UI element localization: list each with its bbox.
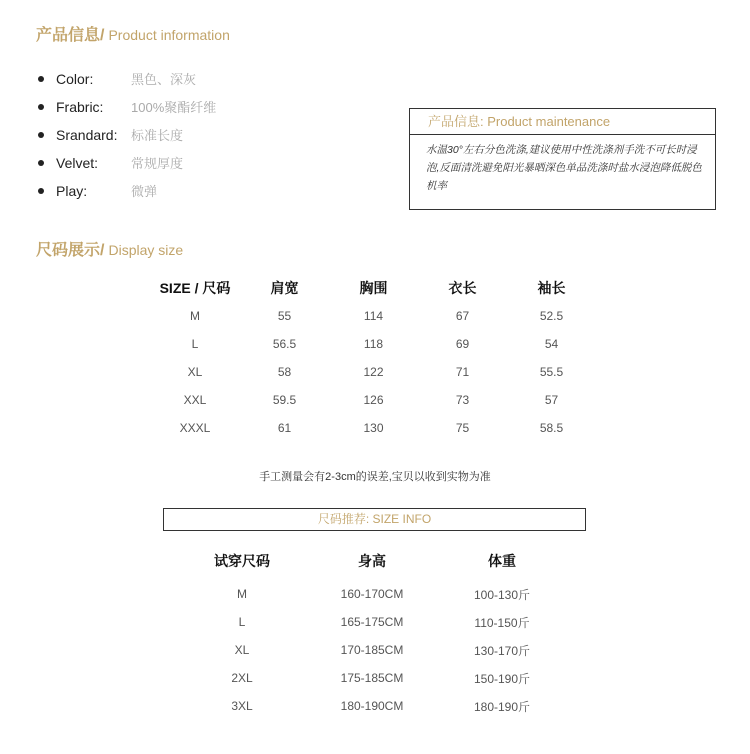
table-cell: 160-170CM (340, 587, 404, 601)
table-cell: XXL (183, 393, 207, 407)
table-cell: M (190, 309, 200, 323)
table-row (150, 414, 596, 442)
table-cell: 170-185CM (340, 643, 404, 657)
column-header: 袖长 (537, 280, 566, 296)
spec-label: Play: (56, 183, 88, 199)
spec-item-velvet (36, 152, 216, 180)
spec-label: Velvet: (56, 155, 99, 171)
title-slash: / (100, 27, 105, 44)
table-cell: XL (187, 365, 203, 379)
spec-value: 黑色、深灰 (131, 72, 197, 87)
table-cell: 58 (277, 365, 292, 379)
maintenance-text: 水温30°左右分色洗涤,建议使用中性洗涤剂手洗不可长时浸泡,反面清洗避免阳光暴晒深色单品洗涤时盐水浸泡降低脱色机率 (426, 144, 702, 192)
table-cell: 100-130斤 (473, 587, 531, 602)
table-cell: 58.5 (539, 421, 564, 435)
bullet-dot (38, 104, 44, 110)
table-row (177, 580, 567, 608)
table-cell: 55 (277, 309, 292, 323)
table-row (150, 386, 596, 414)
product-info-title-en: Product information (108, 27, 230, 43)
bullet-dot (38, 76, 44, 82)
table-header-row (150, 274, 596, 302)
bullet-dot (38, 132, 44, 138)
display-size-heading (36, 237, 183, 260)
spec-value: 微弹 (131, 184, 158, 199)
table-row (177, 608, 567, 636)
table-cell: 180-190斤 (473, 699, 531, 714)
table-cell: 71 (455, 365, 470, 379)
table-cell: 175-185CM (340, 671, 404, 685)
column-header: 衣长 (448, 280, 477, 296)
size-recommendation-table (177, 546, 567, 720)
column-header: 肩宽 (270, 280, 299, 296)
table-row (150, 302, 596, 330)
table-header-row (177, 546, 567, 576)
bullet-dot (38, 188, 44, 194)
table-cell: 114 (363, 309, 384, 323)
table-cell: 122 (363, 365, 384, 379)
table-cell: 57 (544, 393, 559, 407)
spec-list (36, 68, 216, 208)
spec-label: Color: (56, 71, 94, 87)
table-cell: 67 (455, 309, 470, 323)
maintenance-title: 产品信息: Product maintenance (410, 109, 715, 135)
spec-label: Srandard: (56, 127, 118, 143)
table-cell: XL (234, 643, 250, 657)
table-cell: 54 (544, 337, 559, 351)
table-row (177, 692, 567, 720)
table-cell: 61 (277, 421, 292, 435)
column-header: SIZE / 尺码 (159, 280, 231, 296)
table-cell: 165-175CM (340, 615, 404, 629)
display-size-title-en: Display size (108, 242, 184, 258)
table-cell: 130 (363, 421, 384, 435)
column-header: 身高 (358, 553, 386, 569)
table-cell: L (238, 615, 246, 629)
table-cell: 55.5 (539, 365, 564, 379)
table-cell: 56.5 (272, 337, 297, 351)
spec-item-fabric (36, 96, 216, 124)
spec-item-standard (36, 124, 216, 152)
column-header: 胸围 (359, 280, 388, 296)
table-row (177, 664, 567, 692)
spec-label: Frabric: (56, 99, 104, 115)
column-header: 体重 (488, 553, 516, 569)
maintenance-box (409, 108, 716, 210)
table-cell: 110-150斤 (474, 615, 530, 630)
table-cell: 180-190CM (340, 699, 404, 713)
table-cell: 126 (363, 393, 384, 407)
table-row (150, 358, 596, 386)
table-cell: 75 (455, 421, 470, 435)
title-slash: / (100, 242, 105, 259)
size-table (150, 274, 596, 442)
table-cell: 59.5 (272, 393, 297, 407)
spec-value: 常规厚度 (131, 156, 184, 171)
product-info-heading (36, 22, 230, 45)
spec-value: 100%聚酯纤维 (131, 100, 217, 115)
size-info-banner: 尺码推荐: SIZE INFO (163, 508, 586, 531)
spec-item-color (36, 68, 216, 96)
table-cell: 2XL (231, 671, 253, 685)
table-cell: XXXL (179, 421, 211, 435)
table-cell: 52.5 (539, 309, 564, 323)
table-cell: 69 (455, 337, 470, 351)
table-row (177, 636, 567, 664)
measurement-note: 手工测量会有2-3cm的误差,宝贝以收到实物为准 (259, 471, 491, 483)
spec-item-play (36, 180, 216, 208)
table-cell: M (237, 587, 247, 601)
product-info-title-cn: 产品信息 (36, 27, 101, 44)
spec-value: 标准长度 (131, 128, 184, 143)
column-header: 试穿尺码 (214, 553, 270, 569)
table-cell: L (191, 337, 199, 351)
table-cell: 3XL (231, 699, 253, 713)
display-size-title-cn: 尺码展示 (36, 242, 101, 259)
table-row (150, 330, 596, 358)
table-cell: 118 (363, 337, 384, 351)
bullet-dot (38, 160, 44, 166)
table-cell: 150-190斤 (473, 671, 531, 686)
table-cell: 73 (455, 393, 470, 407)
table-cell: 130-170斤 (473, 643, 531, 658)
